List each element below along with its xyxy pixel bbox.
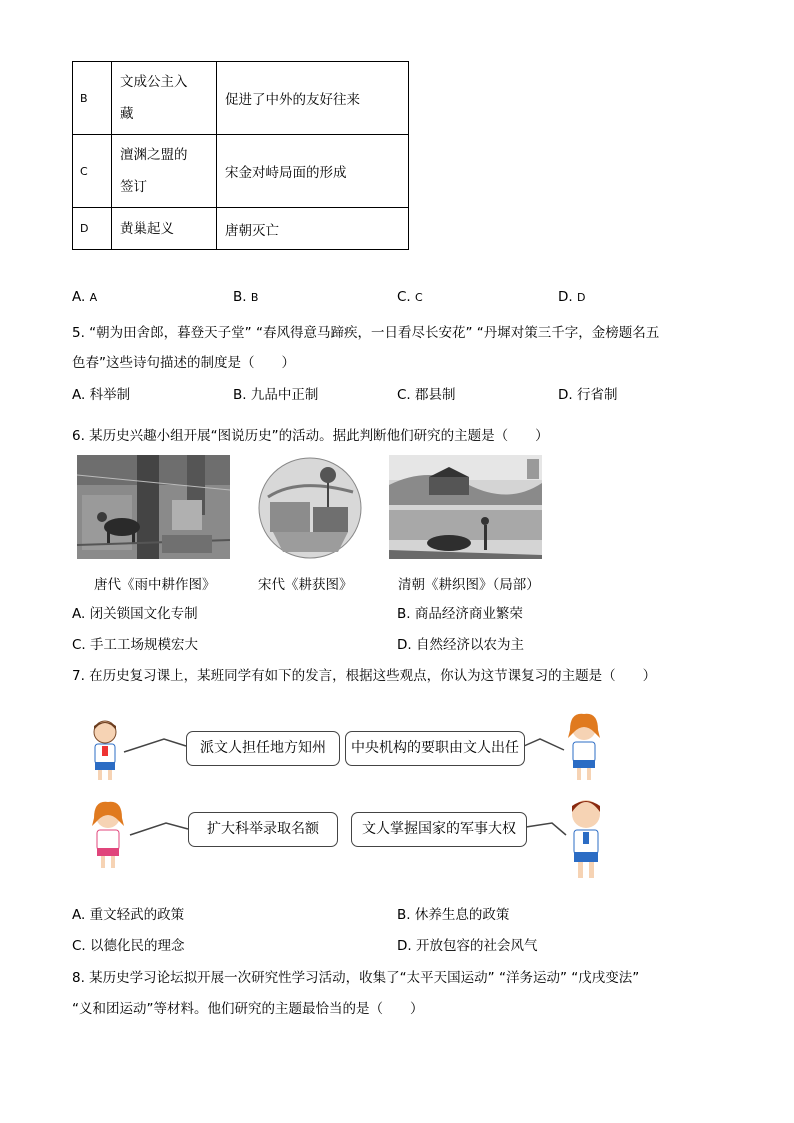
caption-tang: 唐代《雨中耕作图》 xyxy=(94,577,216,593)
q6-option-d[interactable]: D. 自然经济以农为主 xyxy=(397,637,524,653)
speech-bubble: 中央机构的要职由文人出任 xyxy=(345,731,525,766)
student-boy-icon xyxy=(85,718,125,782)
painting-farming-weaving xyxy=(389,455,542,559)
speech-bubble: 扩大科举录取名额 xyxy=(188,812,338,847)
row-event: 黄巢起义 xyxy=(112,208,217,250)
student-girl-icon xyxy=(86,800,130,872)
q4-table xyxy=(72,61,409,250)
row-result: 唐朝灭亡 xyxy=(217,208,409,250)
bubble-pointer xyxy=(126,815,192,845)
q7-option-c[interactable]: C. 以德化民的理念 xyxy=(72,938,185,954)
bubble-pointer xyxy=(120,730,190,760)
q7-option-d[interactable]: D. 开放包容的社会风气 xyxy=(397,938,538,954)
q7-stem: 7. 在历史复习课上，某班同学有如下的发言，根据这些观点，你认为这节课复习的主题是（ ） xyxy=(72,668,657,684)
q5-stem-line2: 色春”这些诗句描述的制度是（ ） xyxy=(72,355,295,371)
q7-option-a[interactable]: A. 重文轻武的政策 xyxy=(72,907,185,923)
q5-option-c[interactable]: C. 郡县制 xyxy=(397,387,456,403)
table-row xyxy=(73,135,409,208)
row-result: 宋金对峙局面的形成 xyxy=(217,135,409,208)
table-row xyxy=(73,208,409,250)
q6-option-c[interactable]: C. 手工工场规模宏大 xyxy=(72,637,199,653)
caption-qing: 清朝《耕织图》（局部） xyxy=(398,577,540,593)
q4-option-a[interactable]: A. A xyxy=(72,289,98,305)
speech-bubble: 派文人担任地方知州 xyxy=(186,731,340,766)
q6-stem: 6. 某历史兴趣小组开展“图说历史”的活动。据此判断他们研究的主题是（ ） xyxy=(72,428,549,444)
q6-option-b[interactable]: B. 商品经济商业繁荣 xyxy=(397,606,523,622)
student-boy-icon xyxy=(562,796,610,882)
q5-option-a[interactable]: A. 科举制 xyxy=(72,387,131,403)
painting-harvest xyxy=(258,457,362,559)
q8-stem-line1: 8. 某历史学习论坛拟开展一次研究性学习活动，收集了“太平天国运动” “洋务运动” “戊戌变法” xyxy=(72,970,640,986)
caption-song: 宋代《耕获图》 xyxy=(258,577,353,593)
row-event: 文成公主入 藏 xyxy=(112,62,217,135)
q4-option-b[interactable]: B. B xyxy=(233,289,259,305)
q8-stem-line2: “义和团运动”等材料。他们研究的主题最恰当的是（ ） xyxy=(72,1001,424,1017)
row-letter: C xyxy=(73,135,112,208)
q4-option-d[interactable]: D. D xyxy=(558,289,586,305)
q6-option-a[interactable]: A. 闭关锁国文化专制 xyxy=(72,606,198,622)
bubble-pointer xyxy=(522,815,568,845)
q5-stem-line1: 5. “朝为田舍郎，暮登天子堂” “春风得意马蹄疾，一日看尽长安花” “丹墀对策三千字，金榜题名五 xyxy=(72,325,660,341)
row-letter: D xyxy=(73,208,112,250)
bubble-pointer xyxy=(520,730,566,760)
q4-option-c[interactable]: C. C xyxy=(397,289,423,305)
q5-option-b[interactable]: B. 九品中正制 xyxy=(233,387,319,403)
row-event: 澶渊之盟的 签订 xyxy=(112,135,217,208)
q7-option-b[interactable]: B. 休养生息的政策 xyxy=(397,907,510,923)
row-result: 促进了中外的友好往来 xyxy=(217,62,409,135)
q5-option-d[interactable]: D. 行省制 xyxy=(558,387,618,403)
painting-rain-farming xyxy=(77,455,230,559)
row-letter: B xyxy=(73,62,112,135)
table-row xyxy=(73,62,409,135)
student-girl-icon xyxy=(562,712,606,782)
speech-bubble: 文人掌握国家的军事大权 xyxy=(351,812,527,847)
